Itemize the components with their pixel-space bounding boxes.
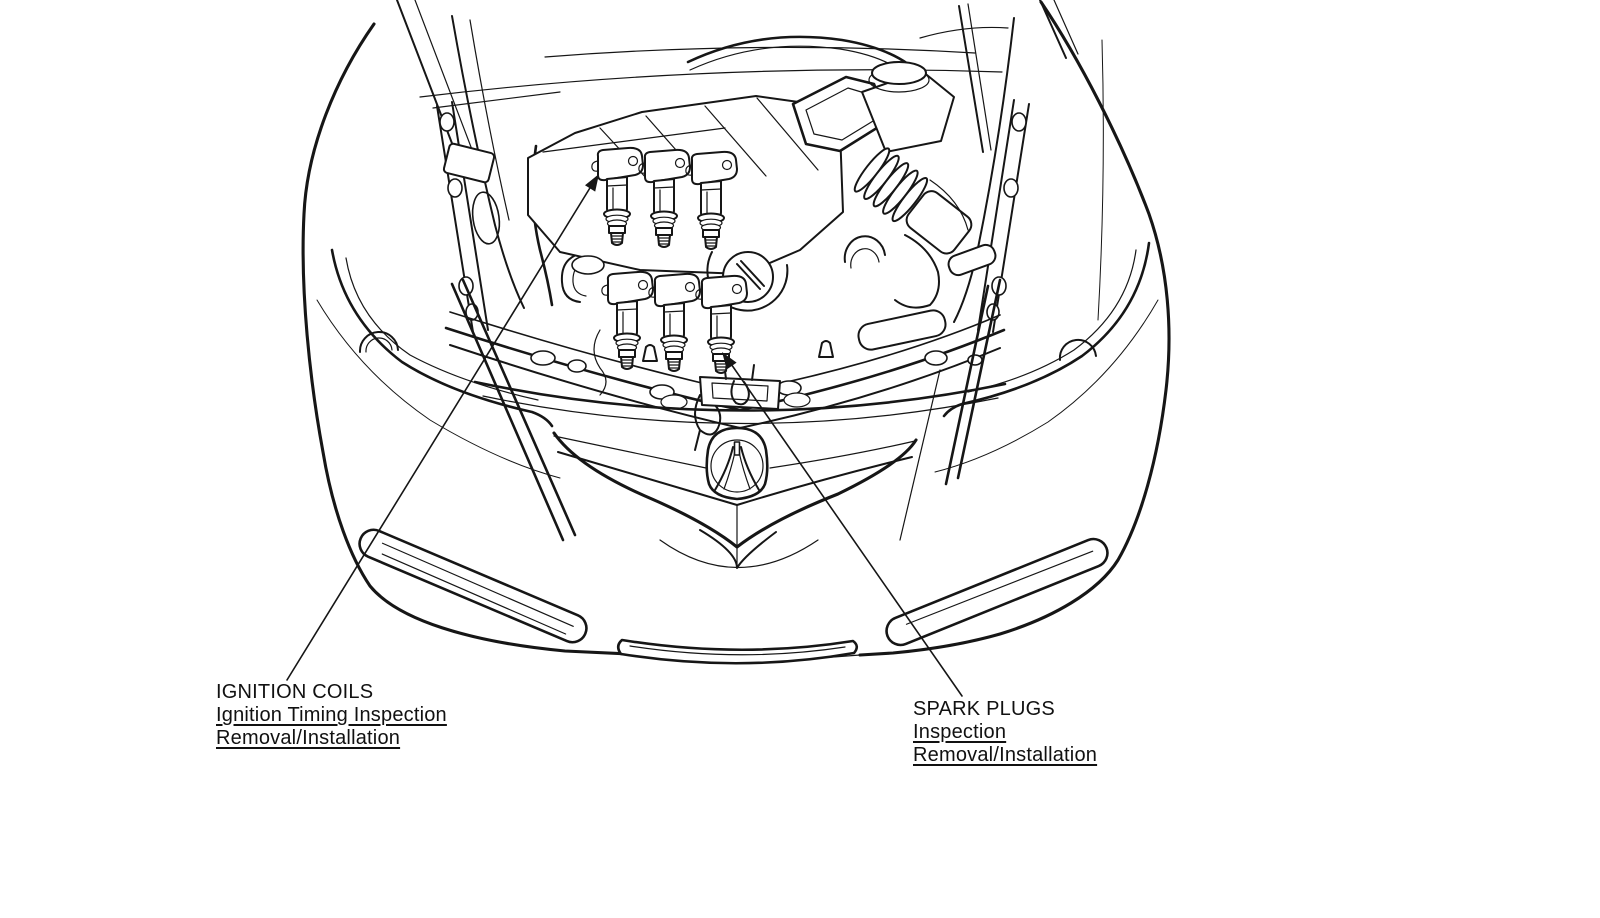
- spark-plugs-inspection-link[interactable]: Inspection: [913, 721, 1007, 743]
- ignition-coils-removal-installation-link[interactable]: Removal/Installation: [216, 727, 401, 749]
- ignition-coils-callout: [216, 681, 447, 750]
- ignition-coil: [696, 276, 747, 373]
- spark-plugs-callout: [913, 698, 1097, 767]
- bumper-lower-slot: [618, 640, 857, 663]
- corrugated-duct: [851, 145, 979, 261]
- ignition-coils-title: IGNITION COILS: [216, 681, 374, 703]
- acura-emblem: [707, 428, 768, 499]
- reservoir-cap: [872, 62, 926, 84]
- spark-plugs-removal-installation-link[interactable]: Removal/Installation: [913, 744, 1098, 766]
- ignition-timing-inspection-link[interactable]: Ignition Timing Inspection: [216, 704, 447, 726]
- hood-latch: [700, 363, 780, 409]
- spark-plugs-title: SPARK PLUGS: [913, 698, 1055, 720]
- headlight-left: [332, 250, 552, 426]
- front-fascia: [332, 243, 1149, 663]
- bumper-vent-left: [355, 525, 591, 646]
